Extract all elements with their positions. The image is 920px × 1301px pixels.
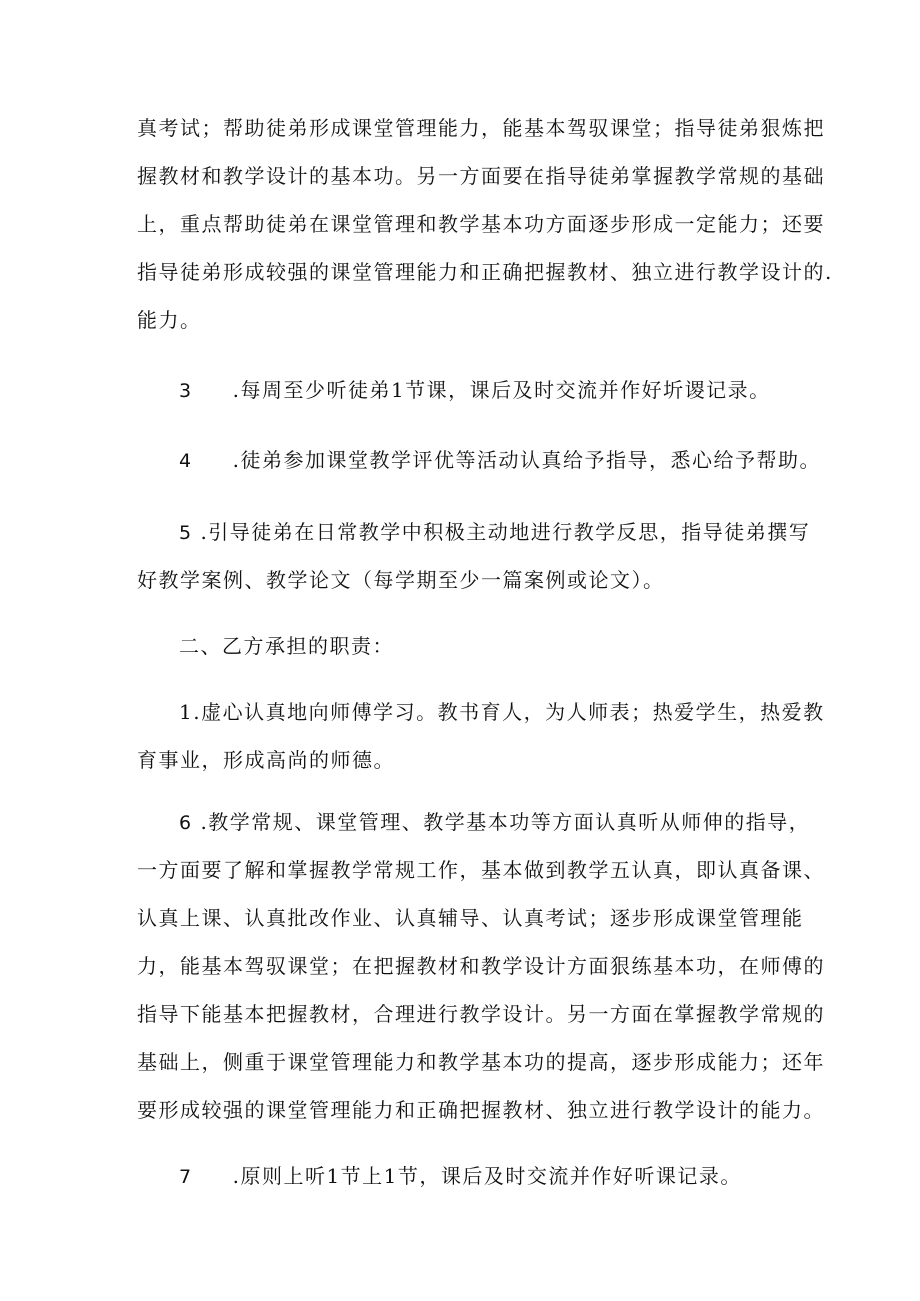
item-text: .徒弟参加课堂教学评优等活动认真给予指导，悉心给予帮助。 [232,448,821,472]
item-text: .引导徒弟在日常教学中积极主动地进行教学反思，指导徒弟撰写 [192,520,811,544]
text-line: 指导徒弟形成较强的课堂管理能力和正确把握教材、独立进行教学设计的. [137,260,833,284]
text-line: 育事业，形成高尚的师德。 [137,748,395,772]
section-heading [137,622,797,670]
text-line: 真考试；帮助徒弟形成课堂管理能力，能基本驾驭课堂；指导徒弟狠炼把 [137,116,825,140]
list-item-1 [137,688,825,784]
text-line: 指导下能基本把握教材，合理进行教学设计。另一方面在掌握教学常规的 [137,1002,825,1026]
text-line [137,436,821,484]
item-number: 5 [179,522,193,544]
item-text: .教学常规、课堂管理、教学基本功等方面认真听从师伸的指导， [192,810,811,834]
list-item-5 [137,508,811,604]
item-number: 3 [179,380,193,402]
text-line: 上，重点帮助徒弟在课堂管理和教学基本功方面逐步形成一定能力；还要 [137,212,825,236]
text-line: 握教材和教学设计的基本功。另一方面要在指导徒弟掌握教学常规的基础 [137,164,825,188]
text-line: 能力。 [137,308,202,332]
text-line: 基础上，侧重于课堂管理能力和教学基本功的提高，逐步形成能力；还年 [137,1050,825,1074]
list-item-6 [137,798,825,1134]
text-line: 认真上课、认真批改作业、认真辅导、认真考试；逐步形成课堂管理能 [137,906,804,930]
item-text: .原则上听1节上1节，课后及时交流并作好听课记录。 [232,1164,742,1188]
list-item-3 [137,366,797,414]
heading-text: 二、乙方承担的职责： [179,634,394,658]
text-line [137,508,811,556]
text-line [137,366,797,414]
item-number: 4 [179,450,193,472]
item-number: 7 [179,1166,193,1188]
paragraph-continuation [137,104,833,344]
text-line [137,798,811,846]
text-line: 1.虚心认真地向师傅学习。教书育人，为人师表；热爱学生，热爱教 [179,700,825,724]
list-item-4 [137,436,821,484]
list-item-7 [137,1152,797,1200]
text-line: 要形成较强的课堂管理能力和正确把握教材、独立进行教学设计的能力。 [137,1098,825,1122]
text-line: 力，能基本驾驭课堂；在把握教材和教学设计方面狠练基本功，在师傅的 [137,954,825,978]
item-number: 6 [179,812,193,834]
text-line [137,1152,797,1200]
item-text: .每周至少听徒弟1节课，课后及时交流并作好圻谡记录。 [232,378,771,402]
text-line: 好教学案例、教学论文（每学期至少一篇案例或论文）。 [137,568,665,592]
text-line: 一方面要了解和掌握教学常规工作，基本做到教学五认真，即认真备课、 [137,858,825,882]
